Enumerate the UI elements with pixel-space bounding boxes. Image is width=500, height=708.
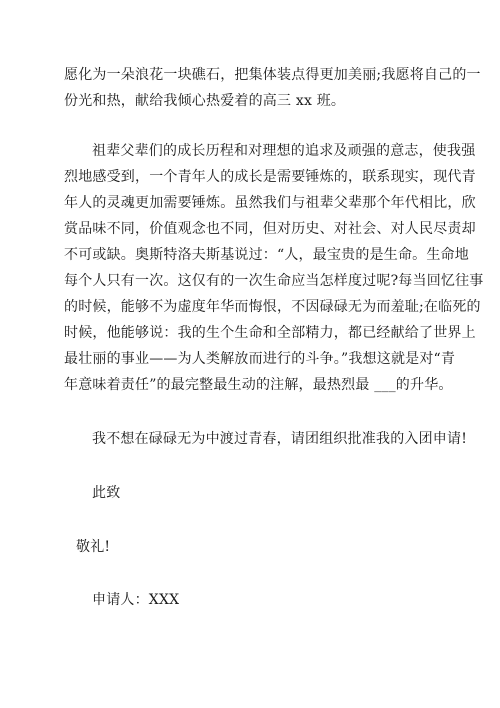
paragraph-line: 赏品味不同，价值观念也不同，但对历史、对社会、对人民尽责却 (64, 221, 476, 237)
paragraph-line: 年人的灵魂更加需要锤炼。虽然我们与祖辈父辈那个年代相比，欣 (64, 195, 476, 211)
paragraph-line: 的时候，能够不为虚度年华而悔恨，不因碌碌无为而羞耻;在临死的 (64, 299, 481, 315)
salutation: 此致 (92, 485, 121, 501)
paragraph-line: 年意味着责任”的最完整最生动的注解，最热烈最 ___的升华。 (64, 377, 453, 393)
paragraph-line: 份光和热，献给我倾心热爱着的高三 xx 班。 (64, 93, 346, 109)
paragraph-line: 每个人只有一次。这仅有的一次生命应当怎样度过呢?每当回忆往事 (64, 273, 484, 289)
paragraph-line: 时候，他能够说：我的生个生命和全部精力，都已经献给了世界上 (64, 325, 476, 341)
paragraph-line: 我不想在碌碌无为中渡过青春，请团组织批准我的入团申请! (92, 431, 468, 447)
paragraph-line: 不可或缺。奥斯特洛夫斯基说过：“人，最宝贵的是生命。生命地 (64, 247, 469, 263)
paragraph-line: 烈地感受到，一个青年人的成长是需要锤炼的，联系现实，现代青 (64, 169, 476, 185)
signature: 申请人：XXX (92, 592, 180, 608)
paragraph-line: 最壮丽的事业——为人类解放而进行的斗争。”我想这就是对“青 (64, 351, 456, 367)
paragraph-line: 愿化为一朵浪花一块礁石，把集体装点得更加美丽;我愿将自己的一 (64, 67, 481, 83)
paragraph-line: 祖辈父辈们的成长历程和对理想的追求及顽强的意志，使我强 (92, 143, 476, 159)
regards: 敬礼! (76, 539, 111, 555)
